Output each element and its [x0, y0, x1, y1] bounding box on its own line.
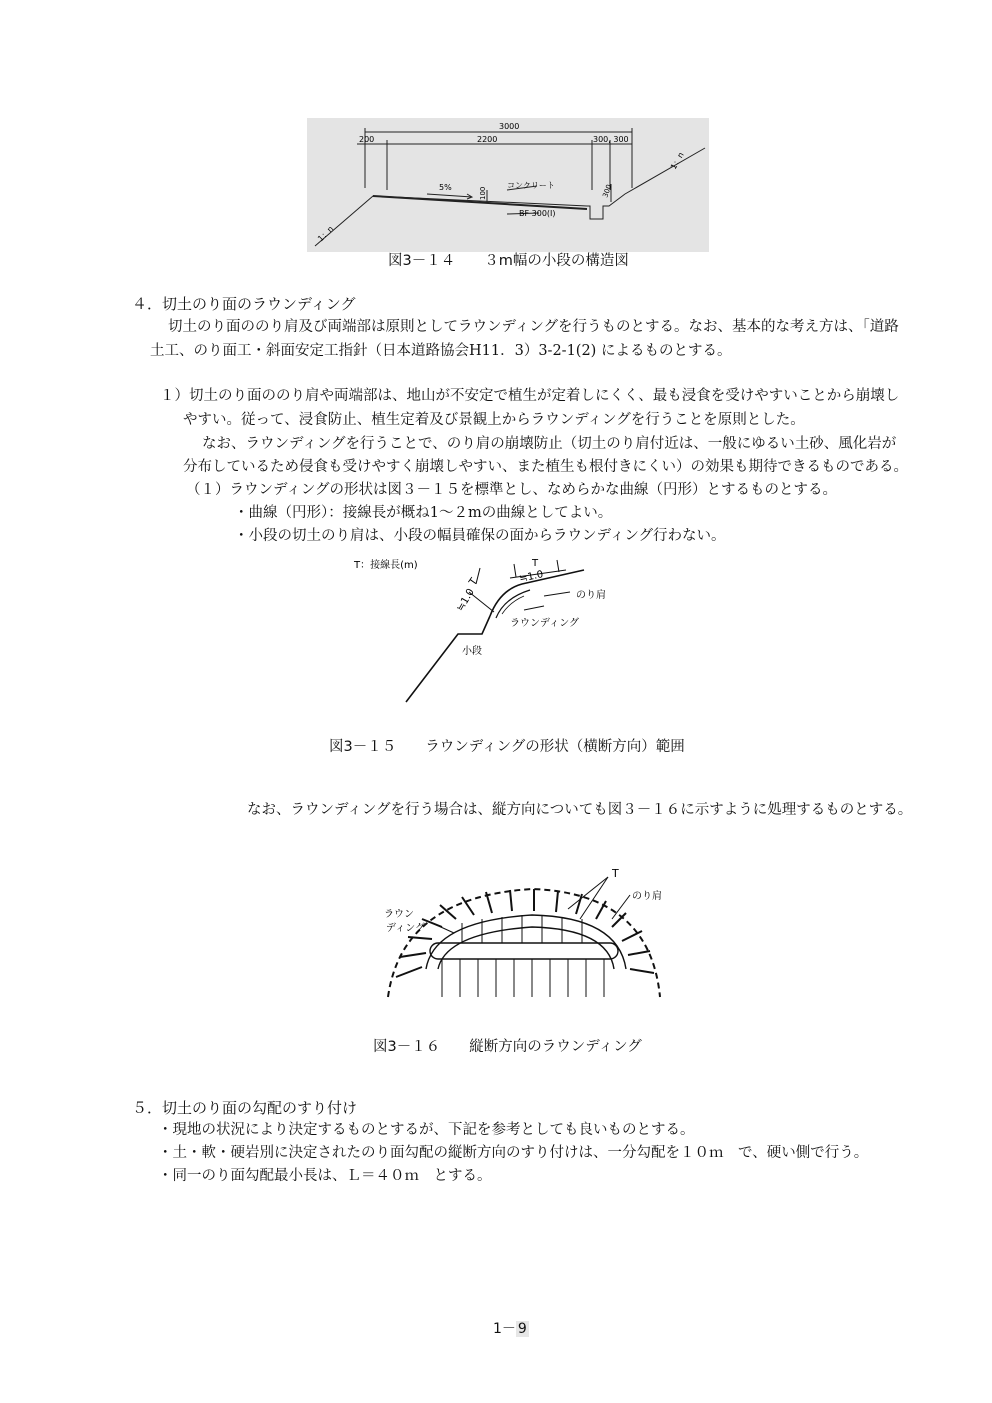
slope-percent: 5% — [439, 183, 452, 192]
slope-left-label: 1：n — [316, 224, 336, 244]
approx-top-label: ≒1.0 — [518, 569, 545, 585]
figure-3-15 — [344, 552, 648, 720]
t-label: T — [612, 867, 619, 880]
section-5-line-2: ・土・軟・硬岩別に決定されたのり面勾配の縦断方向のすり付けは、一分勾配を１０ｍ で、硬い側で行う。 — [158, 1145, 869, 1161]
section-4-intro-line-1: 切土のり面ののり肩及び両端部は原則としてラウンディングを行うものとする。なお、基本的な考え方は、「道路 — [168, 319, 899, 335]
section-5-line-1: ・現地の状況により決定するものとするが、下記を参考としても良いものとする。 — [158, 1122, 695, 1138]
t-left-label: T — [467, 576, 480, 588]
item-1-line-4: 分布しているため侵食も受けやすく崩壊しやすい、また植生も根付きにくい）の効果も期待できるものである。 — [183, 459, 908, 475]
page-number — [493, 1318, 529, 1338]
longitudinal-rounding-diagram — [382, 857, 670, 1007]
dim-total: 3000 — [499, 122, 520, 131]
page-number-prefix: 1－ — [493, 1321, 516, 1337]
page-number-value: 9 — [517, 1321, 527, 1337]
concrete-label: コンクリート — [507, 181, 555, 190]
bullet-berm: ・小段の切土のり肩は、小段の幅員確保の面からラウンディング行わない。 — [234, 528, 726, 544]
dim-right: 300, 300 — [593, 135, 629, 144]
figure-3-16-caption: 図3－１６ 縦断方向のラウンディング — [373, 1039, 642, 1055]
item-1-line-3: なお、ラウンディングを行うことで、のり肩の崩壊防止（切土のり肩付近は、一般にゆるい土砂、風化岩が — [202, 436, 897, 452]
approx-left-label: ≒1.0 — [455, 586, 477, 614]
rounding-label-line-2: ディング — [386, 923, 425, 934]
figure-3-14-caption: 図3－１４ ３m幅の小段の構造図 — [388, 253, 629, 269]
item-1-line-2: やすい。従って、浸食防止、植生定着及び景観上からラウンディングを行うことを原則とした。 — [183, 412, 805, 428]
figure-3-14 — [307, 118, 709, 252]
section-5-heading: ５．切土のり面の勾配のすり付け — [132, 1099, 358, 1117]
shoulder-label: のり肩 — [632, 891, 662, 902]
figure-3-16 — [382, 857, 670, 1007]
ditch-height-label: 300 — [601, 183, 614, 199]
berm-label: 小段 — [462, 646, 482, 657]
rounding-label: ラウンディング — [510, 618, 579, 629]
section-5-line-3: ・同一のり面勾配最小長は、Ｌ＝４０ｍ とする。 — [158, 1168, 492, 1184]
dim-left: 200 — [359, 135, 375, 144]
thickness-label: 100 — [479, 186, 487, 200]
rounding-label-line-1: ラウン — [384, 909, 414, 920]
section-4-heading: ４．切土のり面のラウンディング — [132, 295, 356, 313]
slope-right-label: 1：n — [668, 150, 686, 171]
tangent-length-legend: T：接線長(m) — [354, 560, 418, 571]
dim-main: 2200 — [477, 135, 498, 144]
berm-structure-diagram — [307, 118, 709, 252]
figure-3-15-caption: 図3－１５ ラウンディングの形状（横断方向）範囲 — [329, 739, 685, 755]
item-1-line-1: １）切土のり面ののり肩や両端部は、地山が不安定で植生が定着しにくく、最も浸食を受けやすいことから崩壊し — [160, 388, 900, 404]
rounding-cross-section — [344, 552, 648, 720]
shoulder-label: のり肩 — [576, 590, 606, 601]
sub-item-1: （１）ラウンディングの形状は図３－１５を標準とし、なめらかな曲線（円形）とするものとする。 — [186, 482, 838, 498]
drain-label: BF 300(I) — [519, 209, 556, 218]
section-4-intro-line-2: 土工、のり面工・斜面安定工指針（日本道路協会H11．3）3-2-1(2) によるものとする。 — [150, 343, 732, 359]
longitudinal-note: なお、ラウンディングを行う場合は、縦方向についても図３－１６に示すように処理するものとする。 — [247, 802, 913, 818]
bullet-curve: ・曲線（円形）：接線長が概ね1～２mの曲線としてよい。 — [234, 505, 613, 521]
t-top-label: T — [532, 558, 539, 569]
